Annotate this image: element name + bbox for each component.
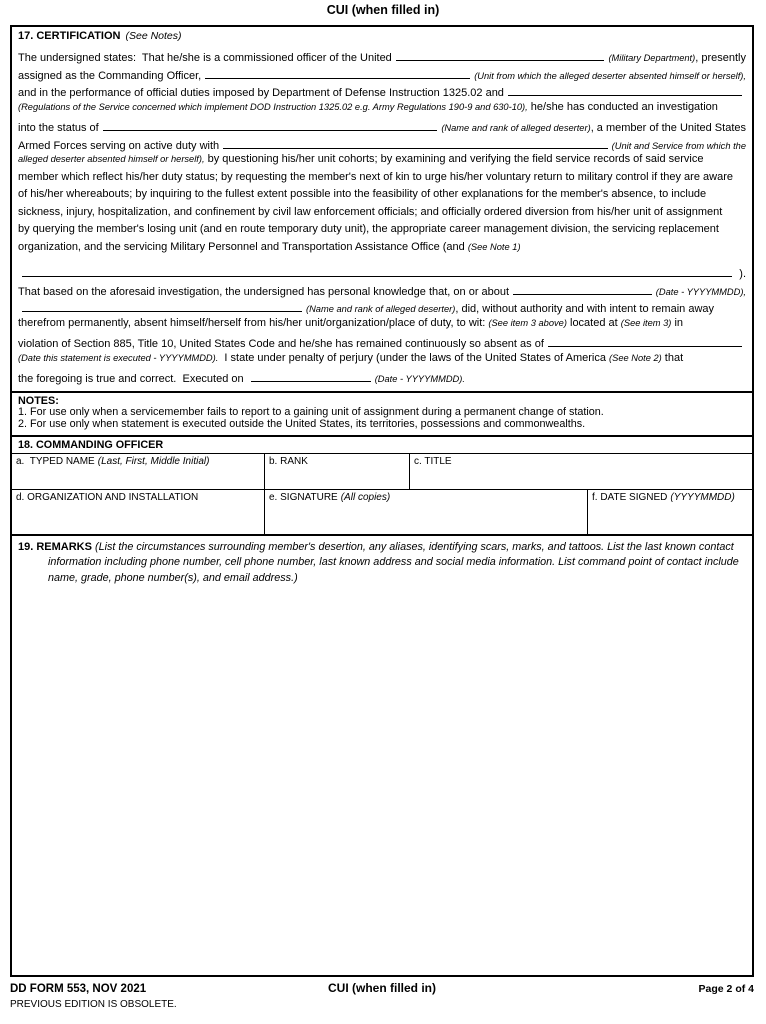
remarks-hint: (List the circumstances surrounding member's desertion, any aliases, identifying scars, marks, and tattoos. List the last known contact information including phone number, cell phone number, last known address and social media information. List command point of contact include name, grade, phone number(s), and email address.) <box>48 540 739 585</box>
certification-line <box>18 334 746 352</box>
page-footer <box>10 981 754 995</box>
cert-text: Armed Forces serving on active duty with <box>18 139 220 152</box>
field-title[interactable] <box>409 454 752 489</box>
cui-banner-bottom: CUI (when filled in) <box>328 981 436 995</box>
cert-text: , did, without authority and with intent to remain away <box>455 303 714 315</box>
field-date-signed-label: f. DATE SIGNED <box>592 491 668 503</box>
notes-heading: NOTES: <box>18 394 59 407</box>
form-number: DD FORM 553, NOV 2021 <box>10 983 147 995</box>
cert-text: therefrom permanently, absent himself/herself from his/her unit/organization/place of duty, to wit: <box>18 316 489 329</box>
cert-field-hint: (Unit and Service from which the <box>611 140 746 151</box>
certification-line <box>18 352 746 370</box>
cert-field-hint: (See item 3) <box>620 317 672 328</box>
certification-line <box>18 83 746 101</box>
cert-text: the foregoing is true and correct. Executed on <box>18 373 247 385</box>
notes-section <box>12 391 752 435</box>
fill-in-blank[interactable] <box>508 83 742 96</box>
certification-line <box>18 136 746 154</box>
field-organization-label: d. ORGANIZATION AND INSTALLATION <box>16 491 199 503</box>
certification-line <box>18 282 746 300</box>
field-signature[interactable] <box>264 490 587 534</box>
section-17-title <box>18 30 746 48</box>
field-rank-label: b. RANK <box>269 455 308 467</box>
certification-paragraph <box>18 48 746 387</box>
remarks-input-area[interactable] <box>18 586 746 972</box>
fill-in-blank[interactable] <box>396 48 605 61</box>
cert-field-hint: (Military Department) <box>608 53 696 63</box>
cert-field-hint: (Date this statement is executed - YYYYMMDD). <box>18 352 219 363</box>
cert-text: that <box>661 351 684 364</box>
page-number: Page 2 of 4 <box>698 983 754 995</box>
cert-text: by querying the member's losing unit (and en route temporary duty unit), the appropriate career management division, the servicing replacement <box>18 223 719 235</box>
certification-line <box>18 317 746 335</box>
cert-field-hint: (Name and rank of alleged deserter) <box>441 123 591 133</box>
form-body <box>10 25 754 977</box>
cert-field-hint: (See Note 2) <box>609 352 662 363</box>
section-17-heading: 17. CERTIFICATION <box>18 30 121 42</box>
certification-line <box>18 206 746 224</box>
cert-text: assigned as the Commanding Officer, <box>18 69 202 82</box>
cert-field-hint: (Date - YYYYMMDD). <box>374 374 465 384</box>
fill-in-blank[interactable] <box>251 369 371 382</box>
cert-text: of his/her whereabouts; by inquiring to the fullest extent possible into the feasibility of other explanations for the member's absence, to include <box>18 188 707 200</box>
note-item-2: 2. For use only when statement is executed outside the United States, its territories, possessions and commonwealths. <box>18 417 586 430</box>
cert-text: member which reflect his/her duty status; by requesting the member's next of kin to urge his/her voluntary return to military control if they are aware <box>18 170 733 183</box>
cert-text: , a member of the United States <box>590 122 746 134</box>
cert-field-hint: (Unit from which the alleged deserter absented himself or herself), <box>474 70 746 81</box>
cert-field-hint: (See Note 1) <box>467 241 521 252</box>
certification-line <box>18 153 746 171</box>
certification-line <box>18 241 746 259</box>
fill-in-blank[interactable] <box>548 334 742 347</box>
previous-edition-note: PREVIOUS EDITION IS OBSOLETE. <box>10 999 177 1010</box>
cert-text: he/she has conducted an investigation <box>527 100 718 113</box>
cert-text: located at <box>566 316 621 329</box>
cert-text: The undersigned states: That he/she is a commissioned officer of the United <box>18 52 392 64</box>
cert-field-hint: (Name and rank of alleged deserter) <box>306 304 456 314</box>
fill-in-blank[interactable] <box>205 66 470 79</box>
field-title-label: c. TITLE <box>414 455 452 467</box>
certification-line <box>18 264 746 282</box>
cert-field-hint: alleged deserter absented himself or herself), <box>18 154 205 164</box>
cui-banner-top: CUI (when filled in) <box>326 3 440 17</box>
field-date-signed[interactable] <box>587 490 752 534</box>
certification-line <box>18 66 746 84</box>
fill-in-blank[interactable] <box>22 299 302 312</box>
cert-field-hint: (See item 3 above) <box>488 317 567 328</box>
fill-in-blank[interactable] <box>513 282 652 295</box>
field-date-signed-hint: (YYYYMMDD) <box>670 491 735 503</box>
field-signature-hint: (All copies) <box>340 491 391 503</box>
field-typed-name[interactable] <box>12 454 264 489</box>
section-18-heading: 18. COMMANDING OFFICER <box>12 435 752 454</box>
certification-line <box>18 101 746 119</box>
cert-text: I state under penalty of perjury (under the laws of the United States of America <box>218 351 610 364</box>
fill-in-blank[interactable] <box>103 118 438 131</box>
cert-text: in <box>671 316 684 329</box>
commanding-officer-row-2 <box>12 490 752 536</box>
section-17-heading-note: (See Notes) <box>125 30 182 42</box>
cert-text: organization, and the servicing Military Personnel and Transportation Assistance Office (and <box>18 240 468 253</box>
cert-field-hint: (Regulations of the Service concerned which implement DOD Instruction 1325.02 e.g. Army Regulations 190-9 and 630-10), <box>18 101 528 112</box>
fill-in-blank[interactable] <box>22 264 732 277</box>
cert-text: ). <box>736 268 746 280</box>
certification-line <box>18 48 746 66</box>
field-signature-label: e. SIGNATURE <box>269 491 338 503</box>
note-item-1: 1. For use only when a servicemember fails to report to a gaining unit of assignment during a permanent change of station. <box>18 406 604 418</box>
fill-in-blank[interactable] <box>223 136 608 149</box>
field-typed-name-hint: (Last, First, Middle Initial) <box>97 455 210 467</box>
cert-text: violation of Section 885, Title 10, United States Code and he/she has remained continuously so absent as of <box>18 338 544 350</box>
cert-text: sickness, injury, hospitalization, and confinement by civil law enforcement officials; and officially ordered diversion from his/her unit of assignment <box>18 205 723 218</box>
commanding-officer-row-1 <box>12 454 752 490</box>
cert-text: , presently <box>695 52 746 64</box>
cert-text: That based on the aforesaid investigation, the undersigned has personal knowledge that, on or about <box>18 285 510 298</box>
cert-field-hint: (Date - YYYYMMDD), <box>655 286 746 297</box>
field-rank[interactable] <box>264 454 409 489</box>
section-17-certification <box>12 27 752 391</box>
certification-line <box>18 223 746 241</box>
certification-line <box>18 188 746 206</box>
certification-line <box>18 118 746 136</box>
field-organization-installation[interactable] <box>12 490 264 534</box>
remarks-heading <box>18 539 746 586</box>
cert-text: by questioning his/her unit cohorts; by examining and verifying the field service records of said service <box>204 153 704 165</box>
cert-text: into the status of <box>18 122 99 134</box>
certification-line <box>18 171 746 189</box>
section-19-remarks <box>12 536 752 975</box>
certification-line <box>18 299 746 317</box>
remarks-label: 19. REMARKS <box>18 540 92 553</box>
field-typed-name-label: a. TYPED NAME <box>16 455 95 467</box>
cert-text: and in the performance of official duties imposed by Department of Defense Instruction 1325.02 and <box>18 87 504 99</box>
certification-line <box>18 369 746 387</box>
